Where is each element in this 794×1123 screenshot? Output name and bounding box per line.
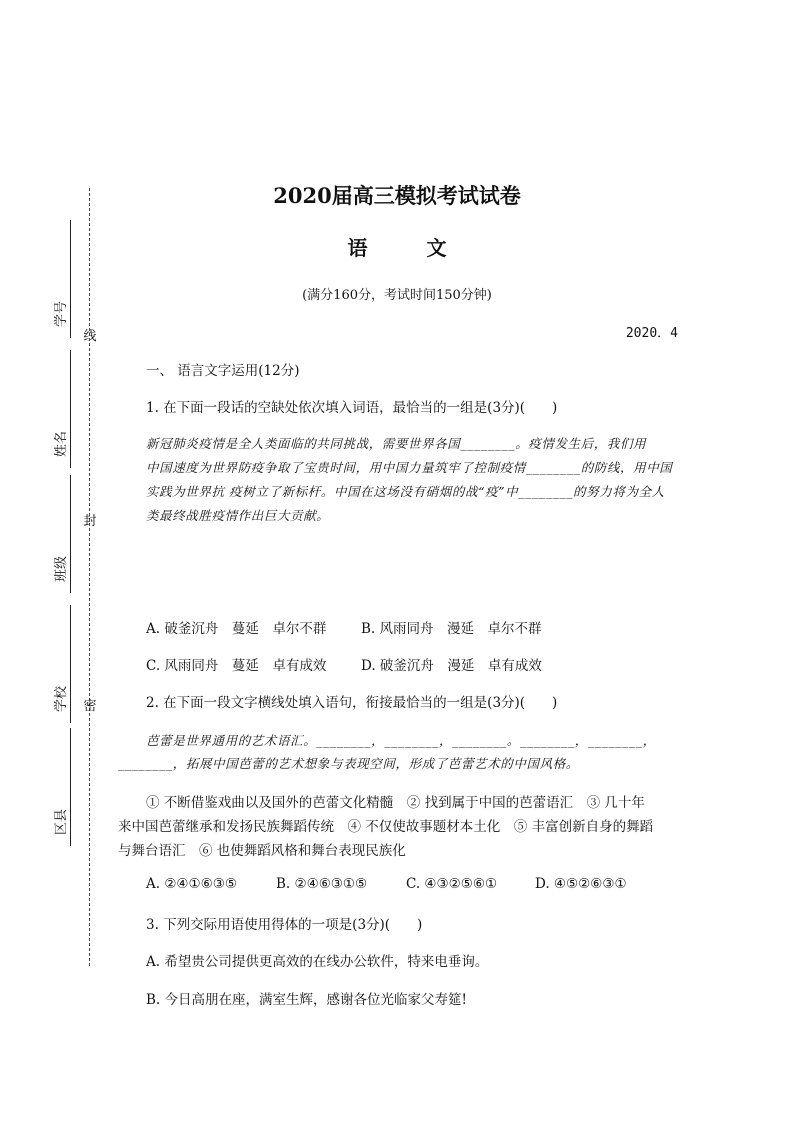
question-3-option-a: A. 希望贵公司提供更高效的在线办公软件，特来电垂询。 [146,954,489,970]
field-label-name: 姓名 [54,430,69,457]
field-label-school: 学校 [54,685,69,712]
binding-mark-line: 线 [83,329,97,344]
question-2-option-a: A. ②④①⑥③⑤ [146,876,237,892]
question-2-passage-line: 芭蕾是世界通用的艺术语汇。________，________，________。________，________， [146,733,656,748]
field-label-student-id: 学号 [54,300,69,327]
question-2-choices-line: ① 不断借鉴戏曲以及国外的芭蕾文化精髓 ② 找到属于中国的芭蕾语汇 ③ 几十年 [146,795,645,811]
field-label-district: 区县 [54,808,69,835]
exam-date: 2020．4 [625,326,678,341]
subject-title: 语 文 [347,236,473,260]
field-line-class [70,475,71,593]
section-heading: 一、 语言文字运用(12分) [146,363,300,379]
field-line-school [70,605,71,723]
question-1-option-d: D. 破釜沉舟 漫延 卓有成效 [361,658,542,674]
binding-mark-seal: 封 [83,514,97,529]
question-2-option-b: B. ②④⑥③①⑤ [276,876,368,892]
question-1-passage-line: 类最终战胜疫情作出巨大贡献。 [146,508,330,523]
binding-dashed-line [89,188,90,966]
question-2-stem: 2. 在下面一段文字横线处填入语句，衔接最恰当的一组是(3分)( ) [146,695,558,711]
exam-title: 2020届高三模拟考试试卷 [273,183,521,208]
question-2-option-d: D. ④⑤②⑥③① [535,876,627,892]
question-2-choices-line: 与舞台语汇 ⑥ 也使舞蹈风格和舞台表现民族化 [118,843,406,859]
question-3-option-b: B. 今日高朋在座，满室生辉，感谢各位光临家父寿筵! [146,992,467,1008]
question-2-option-c: C. ④③②⑤⑥① [406,876,498,892]
question-1-option-a: A. 破釜沉舟 蔓延 卓尔不群 [146,621,327,637]
question-1-option-c: C. 风雨同舟 蔓延 卓有成效 [146,658,327,674]
question-1-passage-line: 中国速度为世界防疫争取了宝贵时间，用中国力量筑牢了控制疫情________的防线，用中国 [146,460,673,475]
question-1-option-b: B. 风雨同舟 漫延 卓尔不群 [361,621,542,637]
question-2-choices-line: 来中国芭蕾继承和发扬民族舞蹈传统 ④ 不仅使故事题材本土化 ⑤ 丰富创新自身的舞蹈 [118,819,654,835]
field-line-name [70,350,71,468]
question-1-passage-line: 新冠肺炎疫情是全人类面临的共同挑战，需要世界各国________。疫情发生后，我们用 [146,436,647,451]
binding-mark-secret: 密 [83,699,97,714]
exam-note: (满分160分，考试时间150分钟) [302,288,492,303]
field-label-class: 班级 [54,555,69,582]
question-1-passage-line: 实践为世界抗 疫树立了新标杆。中国在这场没有硝烟的战“疫”中________的努力将为全人 [146,484,665,499]
field-line-district [70,728,71,846]
question-3-stem: 3. 下列交际用语使用得体的一项是(3分)( ) [146,917,423,933]
question-1-stem: 1. 在下面一段话的空缺处依次填入词语，最恰当的一组是(3分)( ) [146,400,558,416]
question-2-passage-line: ________，拓展中国芭蕾的艺术想象与表现空间，形成了芭蕾艺术的中国风格。 [118,756,579,771]
